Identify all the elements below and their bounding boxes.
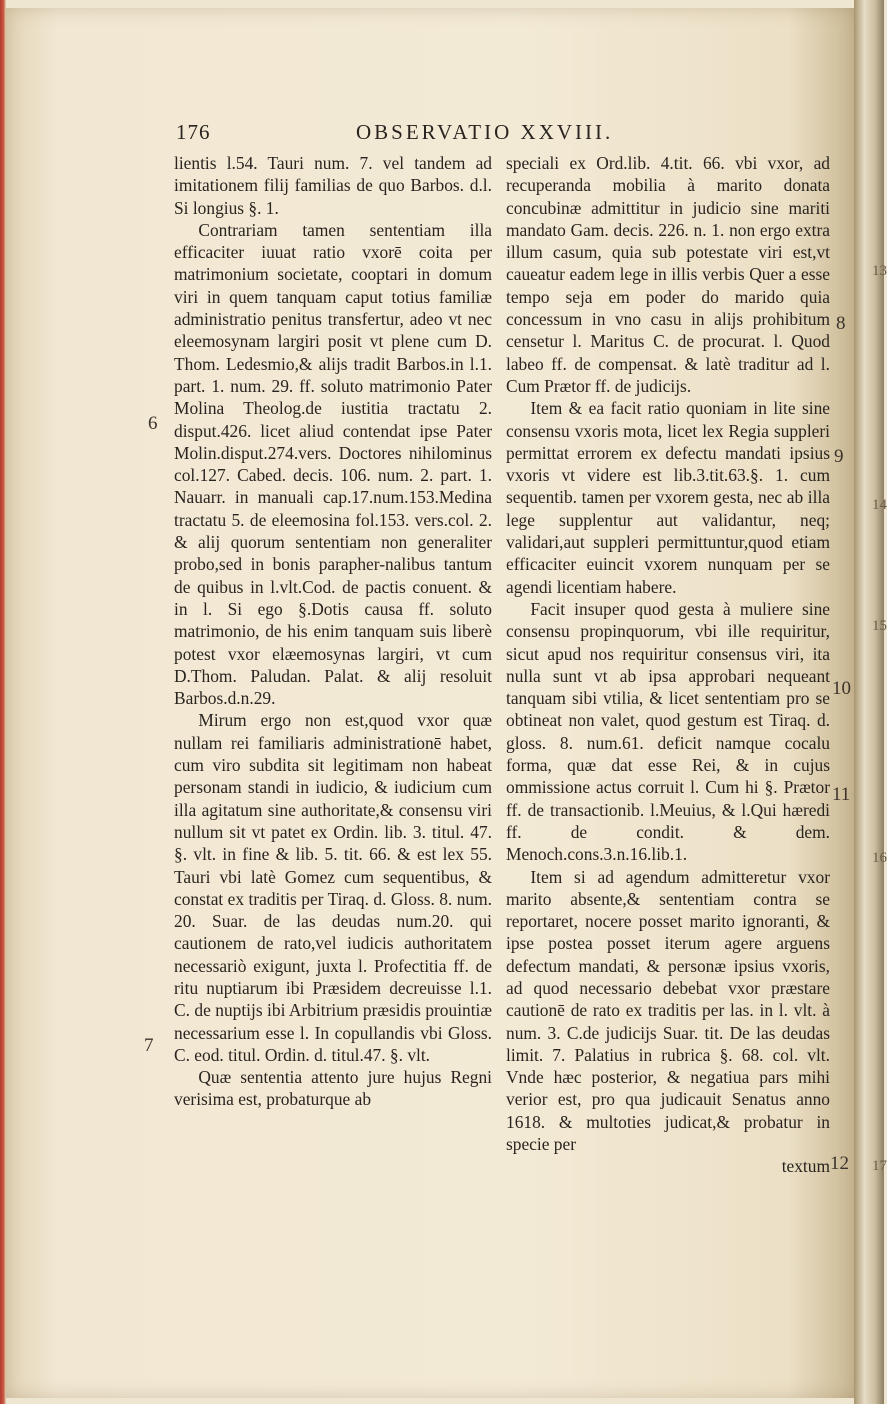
margin-note-number: 9 bbox=[834, 446, 844, 467]
page-number: 176 bbox=[176, 120, 211, 144]
catchword: textum bbox=[781, 1156, 830, 1177]
margin-note-number: 7 bbox=[144, 1035, 154, 1056]
facing-page-edge bbox=[854, 0, 884, 1404]
margin-note-number: 11 bbox=[832, 784, 851, 805]
paragraph: speciali ex Ord.lib. 4.tit. 66. vbi vxor, ad recuperanda mobilia à marito donata concubinæ admittitur in judicio sine mariti mandato Gam. decis. 226. n. 1. non ergo extra illum casum, quia sub potestate viri est,vt caueatur eadem lege in illis verbis Quer a esse tempo seja em poder do marido quia concessum in vno casu in alijs prohibitum censetur l. Maritus C. de procurat. l. Quod labeo ff. de compensat. & latè traditur ad l. Cum Prætor ff. de judicijs. bbox=[506, 153, 830, 396]
page-header bbox=[176, 120, 796, 146]
paragraph: Mirum ergo non est,quod vxor quæ nullam rei familiaris administrationē habet, cum viro subdita sit legitimam non habeat personam standi in iudicio, & iudicium cum illa agitatum sine authoritate,& consensu viri nullum sit vt patet ex Ordin. lib. 3. titul. 47. §. vlt. in fine & lib. 5. tit. 66. & est lex 55. Tauri vbi latè Gomez cum sequentibus, & constat ex traditis per Tiraq. d. Gloss. 8. num. 20. Suar. de las deudas num.20. qui cautionem de rato,vel iudicis authoritatem necessariò exigunt, juxta l. Profectitia ff. de ritu nuptiarum ibi Præsidem decreuisse l.1. C. de nuptijs ibi Arbitrium præsidis prouintiæ necessarium esse l. In copullandis vbi Gloss. C. eod. titul. Ordin. d. titul.47. §. vlt. bbox=[174, 710, 492, 1065]
paragraph: lientis l.54. Tauri num. 7. vel tandem ad imitationem filij familias de quo Barbos. d.l. Si longius §. 1. bbox=[174, 153, 492, 218]
facing-page-digit: 17 bbox=[872, 1158, 887, 1174]
right-column bbox=[506, 152, 830, 1178]
facing-page-digit: 16 bbox=[872, 850, 887, 866]
facing-page-digit: 13 bbox=[872, 263, 887, 279]
running-title: OBSERVATIO XXVIII. bbox=[356, 120, 614, 144]
margin-note-number: 8 bbox=[836, 313, 846, 334]
paragraph: Item & ea facit ratio quoniam in lite sine consensu vxoris mota, licet lex Regia suppleri permittat errorem ex defectu mandati ipsius vxoris vt videre est lib.3.tit.63.§. 1. cum sequentib. tamen per vxorem gesta, nec ab illa lege supplentur aut validantur, neq; validari,aut suppleri permittuntur,quod etiam efficaciter euincit vxorem nunquam per se agendi licentiam habere. bbox=[506, 398, 830, 597]
left-column bbox=[174, 152, 492, 1111]
paragraph: Contrariam tamen sententiam illa efficaciter iuuat ratio vxorē coita per matrimonium societate, cooptari in domum viri in quem tanquam caput totius familiæ administratio penitus transfertur, adeo vt nec eleemosynam largiri posit vt plene cum D. Thom. Ledesmio,& alijs tradit Barbos.in l.1. part. 1. num. 29. ff. soluto matrimonio Pater Molina Theolog.de iustitia tractatu 2. disput.426. licet aliud contendat ipse Pater Molin.disput.274.vers. Doctores nihilominus col.127. Cabed. decis. 106. num. 2. part. 1. Nauarr. in manuali cap.17.num.153.Medina tractatu 5. de eleemosina fol.153. vers.col. 2. & alij quorum sententiam non generaliter probo,sed in bonis parapher-nalibus tantum de quibus in l.vlt.Cod. de pactis conuent. & in l. Si ego §.Dotis causa ff. soluto matrimonio, de his enim tanquam suis liberè potest vxor elæemosynas largiri, vt cum D.Thom. Paludan. Palat. & alij resoluit Barbos.d.n.29. bbox=[174, 219, 492, 709]
paragraph: Facit insuper quod gesta à muliere sine consensu propinquorum, vbi ille requiritur, sicut apud nos requiritur consensus viri, ita nulla sunt vt ab ipsa approbari nequeant tanquam sibi vtilia, & licet sententiam pro se obtineat non valet, quod gestum est Tiraq. d. gloss. 8. num.61. deficit namque cocalu forma, quæ dat esse Rei, & in cujus ommissione actus corruit l. Cum hi §. Prætor ff. de transactionib. l.Meuius, & l.Qui hæredi ff. de condit. & dem. Menoch.cons.3.n.16.lib.1. bbox=[506, 598, 830, 865]
paragraph: Item si ad agendum admitteretur vxor marito absente,& sententiam contra se reportaret, nocere posset marito ignoranti, & ipse postea posset iterum agere arguens defectum mandati, & personæ ipsius vxoris, ad quod necessario debebat vxor præstare cautionē de rato ex traditis per las. in l. vlt. à num. 3. C.de judicijs Suar. tit. De las deudas limit. 7. Palatius in rubrica §. 68. col. vlt. Vnde hæc posterior, & negatiua pars mihi verior est, pro qua judicauit Senatus anno 1618. & multoties judicat,& probatur in specie per bbox=[506, 866, 830, 1155]
margin-note-number: 12 bbox=[830, 1153, 849, 1174]
margin-note-number: 10 bbox=[832, 678, 851, 699]
paragraph: Quæ sententia attento jure hujus Regni verisima est, probaturque ab bbox=[174, 1067, 492, 1110]
facing-page-digit: 15 bbox=[872, 618, 887, 634]
margin-note-number: 6 bbox=[148, 413, 158, 434]
facing-page-digit: 14 bbox=[872, 497, 887, 513]
